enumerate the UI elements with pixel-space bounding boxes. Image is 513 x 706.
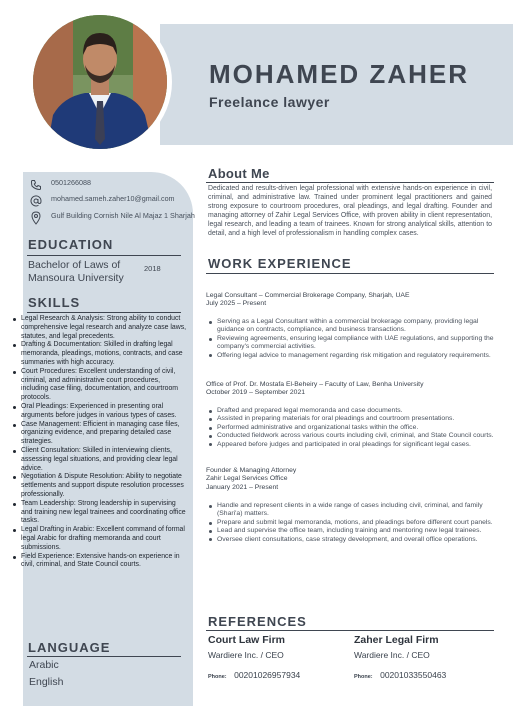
address-text: Gulf Building Cornish Nile Al Majaz 1 Sharjah <box>51 211 195 220</box>
job-entry-2-header <box>206 381 423 398</box>
education-degree: Bachelor of Laws of Mansoura University <box>28 259 124 284</box>
language-item: Arabic <box>29 659 59 671</box>
candidate-name: MOHAMED ZAHER <box>209 59 469 89</box>
skills-heading: SKILLS <box>28 295 81 310</box>
candidate-role: Freelance lawyer <box>209 94 330 110</box>
skill-item: Field Experience: Extensive hands-on experience in civil, criminal, and State Council courts. <box>13 553 189 571</box>
phone-number: 00201033550463 <box>380 670 447 680</box>
skill-item: Legal Drafting in Arabic: Excellent command of formal legal Arabic for drafting memoranda and court submissions. <box>13 526 189 552</box>
skill-item: Case Management: Efficient in managing case files, organizing evidence, and preparing detailed case strategies. <box>13 421 189 447</box>
job-duty: Handle and represent clients in a wide range of cases including civil, criminal, and family (Shari'a) matters. <box>209 502 501 519</box>
job-duty: Assisted in preparing materials for oral pleadings and courtroom presentations. <box>209 415 501 423</box>
skill-item: Oral Pleadings: Experienced in presenting oral arguments before judges in various types of cases. <box>13 403 189 421</box>
job-entry-2-duties <box>209 407 501 449</box>
reference-phone <box>208 665 300 683</box>
language-divider <box>27 656 181 657</box>
job-duty: Serving as a Legal Consultant within a commercial brokerage company, providing legal guidance on contracts, compliance, and business transactions. <box>209 318 501 335</box>
job-duty: Offering legal advice to management regarding risk mitigation and regulatory requirements. <box>209 352 501 360</box>
job-position: Office of Prof. Dr. Mostafa El-Beheiry – Faculty of Law, Benha University <box>206 381 424 388</box>
phone-number: 0501266088 <box>51 178 91 187</box>
job-period: July 2025 – Present <box>206 300 267 308</box>
skill-item: Team Leadership: Strong leadership in supervising and training new legal trainees and coordinating office tasks. <box>13 500 189 526</box>
skill-item: Negotiation & Dispute Resolution: Ability to negotiate settlements and support dispute resolution processes professionally. <box>13 473 189 499</box>
job-company: Zahir Legal Services Office <box>206 475 288 483</box>
references-heading: REFERENCES <box>208 614 307 629</box>
references-divider <box>206 630 494 631</box>
skill-item: Client Consultation: Skilled in interviewing clients, assessing legal situations, and providing clear legal advice. <box>13 447 189 473</box>
education-year: 2018 <box>144 264 161 273</box>
about-heading: About Me <box>208 166 270 181</box>
job-duty: Appeared before judges and participated in oral pleadings for significant legal cases. <box>209 441 501 449</box>
job-entry-3-duties <box>209 502 501 544</box>
contact-phone <box>28 178 91 192</box>
phone-icon <box>28 178 44 192</box>
phone-label: Phone: <box>208 674 227 680</box>
job-entry-1-header <box>206 292 410 309</box>
education-heading: EDUCATION <box>28 237 114 252</box>
skill-item: Drafting & Documentation: Skilled in drafting legal memoranda, pleadings, motions, contracts, and case summaries with high accuracy. <box>13 341 189 367</box>
reference-firm: Court Law Firm <box>208 634 286 646</box>
job-entry-1-duties <box>209 318 501 360</box>
language-item: English <box>29 676 64 688</box>
job-period: October 2019 – September 2021 <box>206 389 305 397</box>
reference-company: Wardiere Inc. / CEO <box>208 650 284 660</box>
job-duty: Drafted and prepared legal memoranda and case documents. <box>209 407 501 415</box>
job-entry-3-header <box>206 467 296 492</box>
job-duty: Conducted fieldwork across various courts including civil, criminal, and State Council courts. <box>209 432 501 440</box>
at-icon <box>28 194 44 208</box>
profile-photo <box>33 15 167 149</box>
location-pin-icon <box>28 211 44 225</box>
contact-email <box>28 194 175 208</box>
reference-phone <box>354 665 446 683</box>
about-divider <box>206 182 494 183</box>
work-heading: WORK EXPERIENCE <box>208 256 352 271</box>
phone-label: Phone: <box>354 674 373 680</box>
phone-number: 00201026957934 <box>234 670 301 680</box>
job-duty: Performed administrative and organizational tasks within the office. <box>209 424 501 432</box>
job-duty: Oversee client consultations, case strategy development, and overall office operations. <box>209 536 501 544</box>
job-period: January 2021 – Present <box>206 483 279 491</box>
job-duty: Reviewing agreements, ensuring legal compliance with UAE regulations, and supporting the company's commercial activities. <box>209 335 501 352</box>
skills-list <box>13 315 189 570</box>
reference-firm: Zaher Legal Firm <box>354 634 439 646</box>
work-divider <box>206 273 494 274</box>
job-duty: Prepare and submit legal memoranda, motions, and pleadings before different court panels. <box>209 519 501 527</box>
contact-address <box>28 211 201 225</box>
reference-company: Wardiere Inc. / CEO <box>354 650 430 660</box>
language-heading: LANGUAGE <box>28 640 111 655</box>
job-position: Founder & Managing Attorney <box>206 467 297 474</box>
education-divider <box>27 255 181 256</box>
job-position: Legal Consultant – Commercial Brokerage Company, Sharjah, UAE <box>206 292 410 299</box>
job-duty: Lead and supervise the office team, including training and mentoring new legal trainees. <box>209 527 501 535</box>
about-text: Dedicated and results-driven legal professional with extensive hands-on experience in civil, criminal, and administrative law. Trained under prominent legal practitioners and gained strong exposure to courtroom procedures, oral pleadings, and legal drafting. Founder and managing attorney of Zahir Legal Services Office, with proven ability in client representation, legal research, and leading a team of trainees. Known for strong analytical skills, attention to detail, and a high level of professionalism in handling complex cases. <box>208 185 492 237</box>
email-address[interactable]: mohamed.sameh.zaher10@gmail.com <box>51 194 175 203</box>
skills-divider <box>27 312 181 313</box>
skill-item: Court Procedures: Excellent understanding of civil, criminal, and administrative court procedures, including case filing, documentation, and courtroom protocols. <box>13 368 189 403</box>
skill-item: Legal Research & Analysis: Strong ability to conduct comprehensive legal research and analyze case laws, statutes, and legal precedents. <box>13 315 189 341</box>
